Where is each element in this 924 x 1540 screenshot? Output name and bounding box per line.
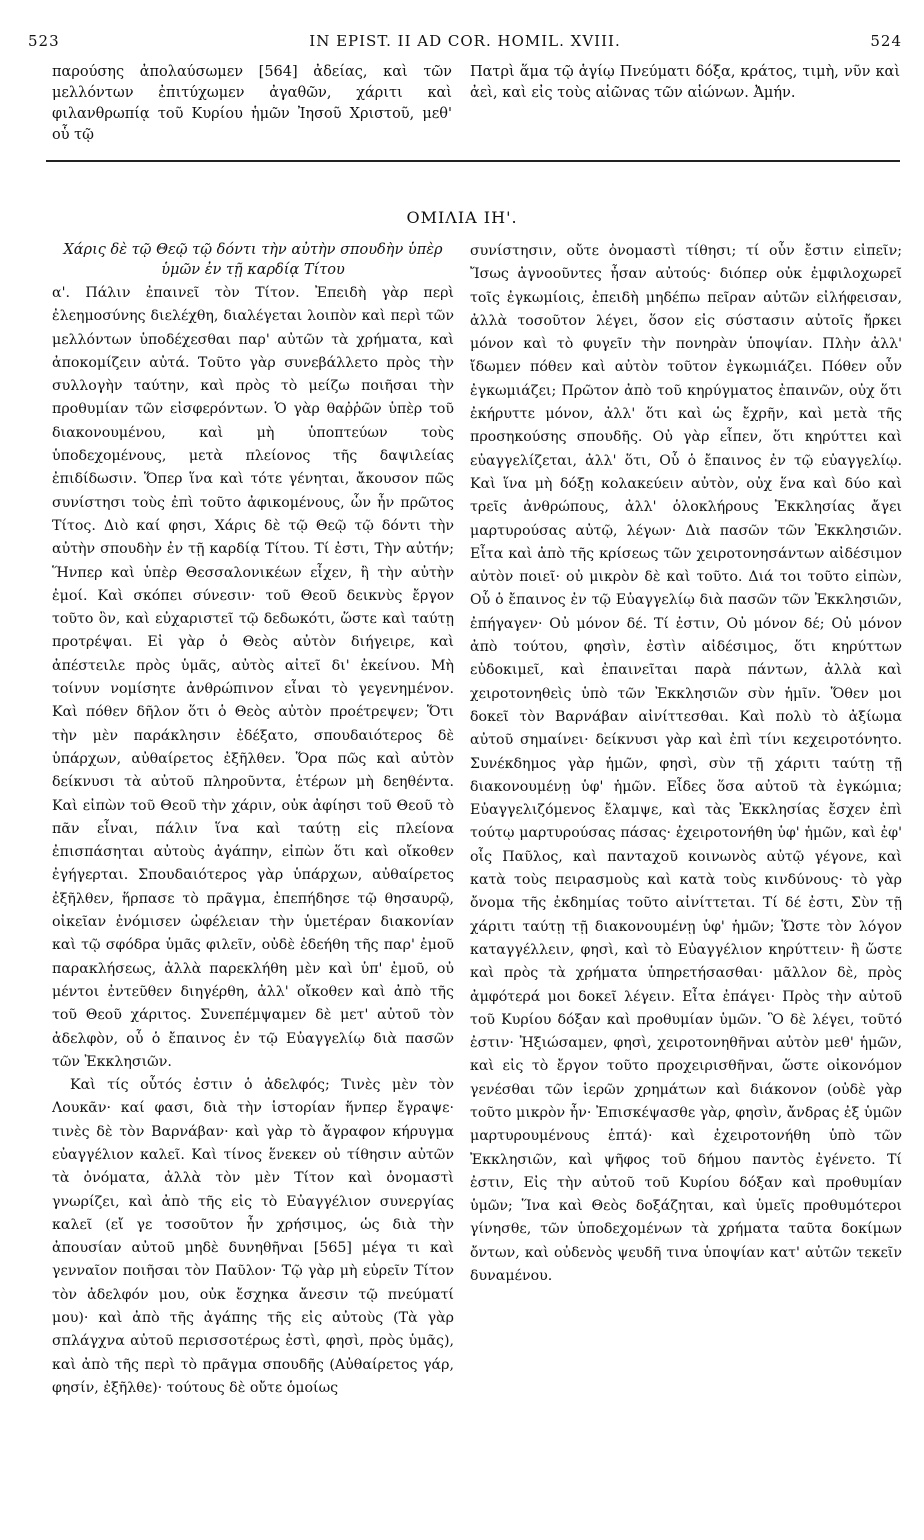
running-header (28, 32, 902, 54)
right-page-number: 524 (870, 32, 902, 50)
paragraph: Καὶ τίς οὗτός ἐστιν ὁ ἀδελφός; Τινὲς μὲν τὸν Λουκᾶν· καί φασι, διὰ τὴν ἱστορίαν ἥνπερ ἔγραψε· τινὲς δὲ τὸν Βαρνάβαν· καὶ γὰρ τὸ ἄγραφον κήρυγμα εὐαγγέλιον καλεῖ. Καὶ τίνος ἕνεκεν οὐ τίθησιν αὐτῶν τὰ ὀνόματα, ἀλλὰ τὸν μὲν Τίτον καὶ ὀνομαστὶ γνωρίζει, καὶ ἀπὸ τῆς εἰς τὸ Εὐαγγέλιον συνεργίας καλεῖ (εἴ γε τοσοῦτον ἦν χρήσιμος, ὡς διὰ τὴν ἀπουσίαν αὐτοῦ μηδὲ δυνηθῆναι [565] μέγα τι καὶ γενναῖον ποιῆσαι τὸν Παῦλον· Τῷ γὰρ μὴ εὑρεῖν Τίτον τὸν ἀδελφόν μου, οὐκ ἔσχηκα ἄνεσιν τῷ πνεύματί μου)· καὶ ἀπὸ τῆς ἀγάπης τῆς εἰς αὐτοὺς (Τὰ γὰρ σπλάγχνα αὐτοῦ περισσοτέρως ἐστὶ, φησὶ, πρὸς ὑμᾶς), καὶ ἀπὸ τῆς περὶ τὸ πρᾶγμα σπουδῆς (Αὐθαίρετος γάρ, φησίν, ἐξῆλθε)· τούτους δὲ οὔτε ὁμοίως (52, 1077, 454, 1396)
left-column (52, 240, 454, 1400)
top-left-text: παρούσης ἀπολαύσωμεν [564] ἀδείας, καὶ τῶν μελλόντων ἐπιτύχωμεν ἀγαθῶν, χάριτι καὶ φιλανθρωπίᾳ τοῦ Κυρίου ἡμῶν Ἰησοῦ Χριστοῦ, μεθ' οὗ τῷ (52, 64, 452, 143)
paragraph: α'. Πάλιν ἐπαινεῖ τὸν Τίτον. Ἐπειδὴ γὰρ περὶ ἐλεημοσύνης διελέχθη, διαλέγεται λοιπὸν καὶ περὶ τῶν μελλόντων ὑποδέχεσθαι παρ' αὐτῶν τὰ χρήματα, καὶ ἀποκομίζειν αὐτά. Τοῦτο γὰρ συνεβάλλετο πρὸς τὴν συλλογὴν ταύτην, καὶ πρὸς τὸ μείζω ποιῆσαι τὴν προθυμίαν τῶν εἰσφερόντων. Ὁ γὰρ θαῤῥῶν ὑπὲρ τοῦ διακονουμένου, καὶ μὴ ὑποπτεύων τοὺς ὑποδεχομένους, μετὰ πλείονος τῆς δαψιλείας ἐπιδίδωσιν. Ὅπερ ἵνα καὶ τότε γένηται, ἄκουσον πῶς συνίστησι τοὺς ἐπὶ τοῦτο ἀφικομένους, ὧν ἦν πρῶτος Τίτος. Διὸ καί φησι, Χάρις δὲ τῷ Θεῷ τῷ δόντι τὴν αὐτὴν σπουδὴν ἐν τῇ καρδίᾳ Τίτου. Τί ἐστι, Τὴν αὐτήν; Ἥνπερ καὶ ὑπὲρ Θεσσαλονικέων εἶχεν, ἢ τὴν αὐτὴν ἐμοί. Καὶ σκόπει σύνεσιν· τοῦ Θεοῦ δεικνὺς ἔργον τοῦτο ὂν, καὶ εὐχαριστεῖ τῷ δεδωκότι, ὥστε καὶ ταύτῃ προτρέψαι. Εἰ γὰρ ὁ Θεὸς αὐτὸν διήγειρε, καὶ ἀπέστειλε πρὸς ὑμᾶς, αὐτὸς αἰτεῖ δι' ἐκείνου. Μὴ τοίνυν νομίσητε ἀνθρώπινον εἶναι τὸ γεγενημένον. Καὶ πόθεν δῆλον ὅτι ὁ Θεὸς αὐτὸν προέτρεψεν; Ὅτι τὴν μὲν παράκλησιν ἐδέξατο, σπουδαιότερος δὲ ὑπάρχων, αὐθαίρετος ἐξῆλθεν. Ὅρα πῶς καὶ αὐτὸν δείκνυσι τὰ αὐτοῦ πληροῦντα, ἑτέρων μὴ δεηθέντα. Καὶ εἰπὼν τοῦ Θεοῦ τὴν χάριν, οὐκ ἀφίησι τοῦ Θεοῦ τὸ πᾶν εἶναι, πάλιν ἵνα καὶ ταύτῃ εἰς πλείονα ἐπισπάσηται αὐτοὺς ἀγάπην, εἰπὼν ὅτι καὶ οἴκοθεν ἐγήγερται. Σπουδαιότερος γὰρ ὑπάρχων, αὐθαίρετος ἐξῆλθεν, ἥρπασε τὸ πρᾶγμα, ἐπεπήδησε τῷ θησαυρῷ, οἰκεῖαν ἐνόμισεν ὠφέλειαν τὴν ὑμετέραν διακονίαν καὶ τῷ σφόδρα ὑμᾶς φιλεῖν, οὐδὲ ἐδεήθη τῆς παρ' ἐμοῦ παρακλήσεως, ἀλλὰ παρεκλήθη μὲν καὶ ὑπ' ἐμοῦ, οὐ μέντοι ἐντεῦθεν διηγέρθη, ἀλλ' οἴκοθεν καὶ ἀπὸ τῆς τοῦ Θεοῦ χάριτος. Συνεπέμψαμεν δὲ μετ' αὐτοῦ τὸν ἀδελφὸν, οὗ ὁ ἔπαινος ἐν τῷ Εὐαγγελίῳ διὰ πασῶν τῶν Ἐκκλησιῶν. (52, 285, 454, 1070)
homily-heading: ΟΜΙΛΙΑ ΙΗ'. (406, 208, 518, 227)
left-page-number: 523 (28, 32, 60, 50)
section-title: Χάρις δὲ τῷ Θεῷ τῷ δόντι τὴν αὐτὴν σπουδὴν ὑπὲρ ὑμῶν ἐν τῇ καρδίᾳ Τίτου (63, 242, 443, 278)
right-column (470, 240, 902, 1288)
top-right-text: Πατρὶ ἅμα τῷ ἁγίῳ Πνεύματι δόξα, κράτος, τιμὴ, νῦν καὶ ἀεὶ, καὶ εἰς τοὺς αἰῶνας τῶν αἰώνων. Ἀμήν. (470, 64, 900, 101)
section-divider (46, 160, 900, 162)
running-title: IN EPIST. II AD COR. HOMIL. XVIII. (309, 32, 621, 50)
paragraph: συνίστησιν, οὔτε ὀνομαστὶ τίθησι; τί οὖν ἔστιν εἰπεῖν; Ἴσως ἀγνοοῦντες ἦσαν αὐτούς· διόπερ οὐκ ἐμφιλοχωρεῖ τοῖς ἐγκωμίοις, ἐπειδὴ μηδέπω πεῖραν αὐτῶν εἰλήφεισαν, ἀλλὰ τοσοῦτον λέγει, ὅσον εἰς σύστασιν αὐτοῖς ἤρκει μόνον καὶ τὸ φυγεῖν τὴν πονηρὰν ὑποψίαν. Πλὴν ἀλλ' ἴδωμεν πόθεν καὶ αὐτὸν τοῦτον ἐγκωμιάζει. Πόθεν οὖν ἐγκωμιάζει; Πρῶτον ἀπὸ τοῦ κηρύγματος ἐπαινῶν, οὐχ ὅτι ἐκήρυττε μόνον, ἀλλ' ὅτι καὶ ὡς ἔχρῆν, καὶ μετὰ τῆς προσηκούσης σπουδῆς. Οὐ γὰρ εἶπεν, ὅτι κηρύττει καὶ εὐαγγελίζεται, ἀλλ' ὅτι, Οὗ ὁ ἔπαινος ἐν τῷ εὐαγγελίῳ. Καὶ ἵνα μὴ δόξῃ κολακεύειν αὐτὸν, οὐχ ἕνα καὶ δύο καὶ τρεῖς ἀνθρώπους, ἀλλ' ὁλοκλήρους Ἐκκλησίας ἄγει μαρτυρούσας αὐτῷ, λέγων· Διὰ πασῶν τῶν Ἐκκλησιῶν. Εἶτα καὶ ἀπὸ τῆς κρίσεως τῶν χειροτονησάντων αἰδέσιμον αὐτὸν ποιεῖ· οὐ μικρὸν δὲ καὶ τοῦτο. Διά τοι τοῦτο εἰπὼν, Οὗ ὁ ἔπαινος ἐν τῷ Εὐαγγελίῳ διὰ πασῶν τῶν Ἐκκλησιῶν, ἐπήγαγεν· Οὐ μόνον δέ. Τί ἐστιν, Οὐ μόνον δέ; Οὐ μόνον ἀπὸ τούτου, φησὶν, ἐστὶν αἰδέσιμος, ὅτι κηρύττων εὐδοκιμεῖ, καὶ ἐπαινεῖται παρὰ πάντων, ἀλλὰ καὶ χειροτονηθεὶς ὑπὸ τῶν Ἐκκλησιῶν σὺν ἡμῖν. Ὅθεν μοι δοκεῖ τὸν Βαρνάβαν αἰνίττεσθαι. Καὶ πολὺ τὸ ἀξίωμα αὐτοῦ σημαίνει· δείκνυσι γὰρ καὶ ἐπὶ τίνι κεχειροτόνητο. Συνέκδημος γὰρ ἡμῶν, φησὶ, σὺν τῇ χάριτι ταύτῃ τῇ διακονουμένῃ ὑφ' ἡμῶν. Εἶδες ὅσα αὐτοῦ τὰ ἐγκώμια; Εὐαγγελιζόμενος ἔλαμψε, καὶ τὰς Ἐκκλησίας ἔσχεν ἐπὶ τούτῳ μαρτυρούσας πάσας· ἐχειροτονήθη ὑφ' ἡμῶν, καὶ ἐφ' οἷς Παῦλος, καὶ πανταχοῦ κοινωνὸς αὐτῷ γέγονε, καὶ κατὰ τοὺς πειρασμοὺς καὶ κατὰ τοὺς κινδύνους· τὸ γὰρ ὄνομα τῆς ἐκδημίας τοῦτο αἰνίττεται. Τί δέ ἐστι, Σὺν τῇ χάριτι ταύτῃ τῇ διακονουμένῃ ὑφ' ἡμῶν; Ὥστε τὸν λόγον καταγγέλλειν, φησὶ, καὶ τὸ Εὐαγγέλιον κηρύττειν· ἢ ὥστε καὶ πρὸς τὰ χρήματα ὑπηρετήσασθαι· μᾶλλον δὲ, πρὸς ἀμφότερά μοι δοκεῖ λέγειν. Εἶτα ἐπάγει· Πρὸς τὴν αὐτοῦ τοῦ Κυρίου δόξαν καὶ προθυμίαν ὑμῶν. Ὃ δὲ λέγει, τοῦτό ἐστιν· Ἠξιώσαμεν, φησὶ, χειροτονηθῆναι αὐτὸν μεθ' ἡμῶν, καὶ εἰς τὸ ἔργον τοῦτο προχειρισθῆναι, ὥστε οἰκονόμον γενέσθαι τῶν ἱερῶν χρημάτων καὶ διάκονον (οὐδὲ γὰρ τοῦτο μικρὸν ἦν· Ἐπισκέψασθε γὰρ, φησὶν, ἄνδρας ἐξ ὑμῶν μαρτυρουμένους ἑπτά)· καὶ ἐχειροτονήθη ὑπὸ τῶν Ἐκκλησιῶν, καὶ ψῆφος τοῦ δήμου παντὸς ἐγένετο. Τί ἐστιν, Εἰς τὴν αὐτοῦ τοῦ Κυρίου δόξαν καὶ προθυμίαν ὑμῶν; Ἵνα καὶ Θεὸς δοξάζηται, καὶ ὑμεῖς προθυμότεροι γίνησθε, τῶν ὑποδεχομένων τὰ χρήματα ταῦτα δοκίμων ὄντων, καὶ οὐδενὸς ψευδῆ τινα ὑποψίαν κατ' αὐτῶν τεκεῖν δυναμένου. (470, 243, 902, 1285)
